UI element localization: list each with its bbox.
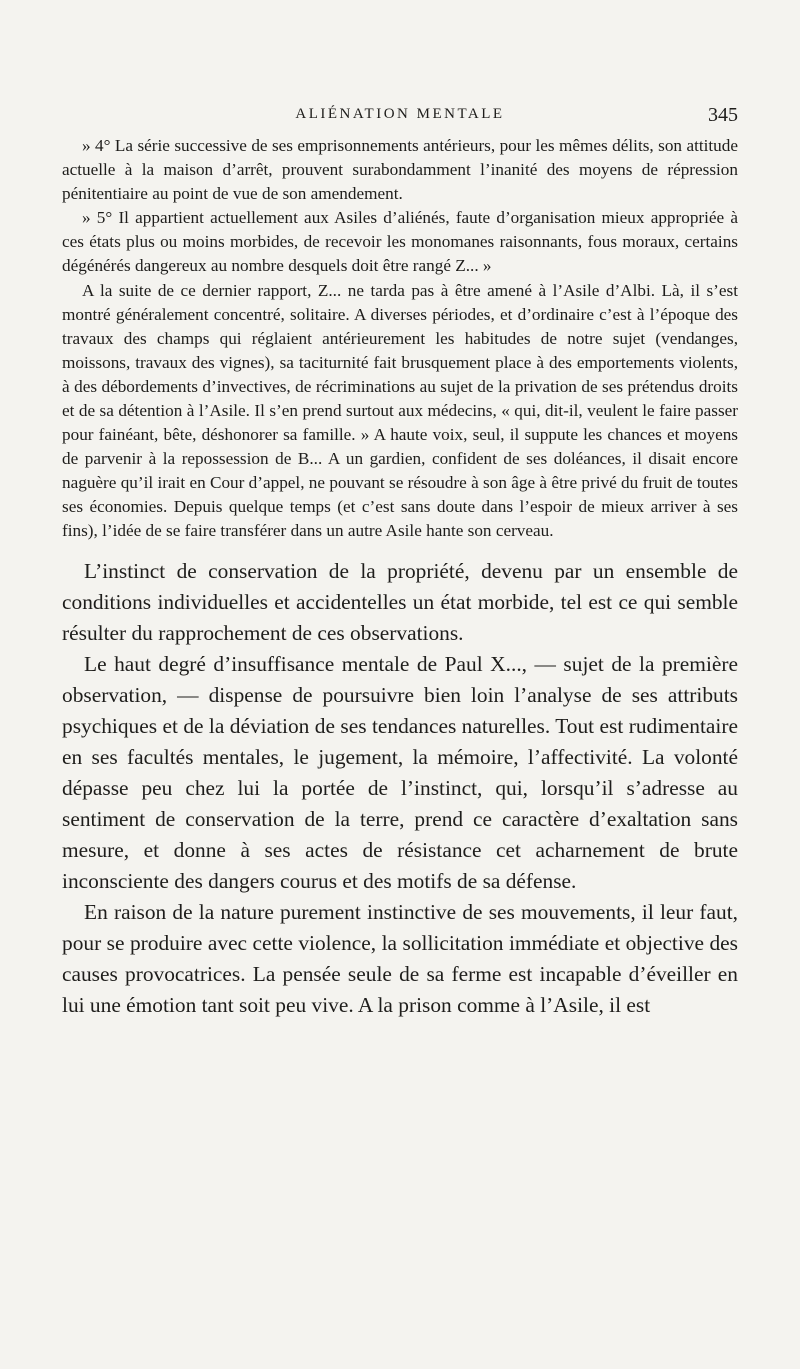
page-number: 345	[708, 104, 738, 126]
main-paragraph-3: En raison de la nature purement instinctive de ses mouvements, il leur faut, pour se produire avec cette violence, la sollicitation immédiate et objective des causes provocatrices. La pensée seule de sa ferme est incapable d’éveiller en lui une émotion tant soit peu vive. A la prison comme à l’Asile, il est	[62, 900, 738, 1018]
page-header	[62, 106, 738, 134]
quoted-paragraph-4: » 4° La série successive de ses emprisonnements antérieurs, pour les mêmes délits, son attitude actuelle à la maison d’arrêt, prouvent surabondamment l’inanité des moyens de répression pénitentiaire au point de vue de son amendement.	[62, 136, 738, 203]
main-paragraph-2: Le haut degré d’insuffisance mentale de Paul X..., — sujet de la première observation, — dispense de poursuivre bien loin l’analyse de ses attributs psychiques et de la déviation de ses tendances naturelles. Tout est rudimentaire en ses facultés mentales, le jugement, la mémoire, l’affectivité. La volonté dépasse peu chez lui la portée de l’instinct, qui, lorsqu’il s’adresse au sentiment de conservation de la terre, prend ce caractère d’exaltation sans mesure, et donne à ses actes de résistance cet acharnement de brute inconsciente des dangers courus et des motifs de sa défense.	[62, 652, 738, 894]
main-text-section	[62, 556, 738, 1021]
quoted-paragraph-5: » 5° Il appartient actuellement aux Asiles d’aliénés, faute d’organisation mieux appropriée à ces états plus ou moins morbides, de recevoir les monomanes raisonnants, fous moraux, certains dégénérés dangereux au nombre desquels doit être rangé Z... »	[62, 207, 738, 275]
running-title: ALIÉNATION MENTALE	[295, 106, 505, 122]
main-paragraph-1: L’instinct de conservation de la propriété, devenu par un ensemble de conditions individuelles et accidentelles un état morbide, tel est ce qui semble résulter du rapprochement de ces observations.	[62, 559, 738, 646]
book-page	[62, 106, 738, 1021]
small-print-section	[62, 134, 738, 542]
case-paragraph: A la suite de ce dernier rapport, Z... ne tarda pas à être amené à l’Asile d’Albi. Là, il s’est montré généralement concentré, solitaire. A diverses périodes, et d’ordinaire c’est à l’époque des travaux des champs qui réglaient antérieurement les habitudes de notre sujet (vendanges, moissons, travaux des vignes), sa taciturnité fait brusquement place à des emportements violents, à des débordements d’invectives, de récriminations au sujet de la privation de ses prétendus droits et de sa détention à l’Asile. Il s’en prend surtout aux médecins, « qui, dit-il, veulent le faire passer pour fainéant, bête, déshonorer sa famille. » A haute voix, seul, il suppute les chances et moyens de parvenir à la repossession de B... A un gardien, confident de ses doléances, il disait encore naguère qu’il irait en Cour d’appel, ne pouvant se résoudre à son âge à être privé du fruit de toutes ses économies. Depuis quelque temps (et c’est sans doute dans l’espoir de mieux arriver à ses fins), l’idée de se faire transférer dans un autre Asile hante son cerveau.	[62, 281, 738, 540]
